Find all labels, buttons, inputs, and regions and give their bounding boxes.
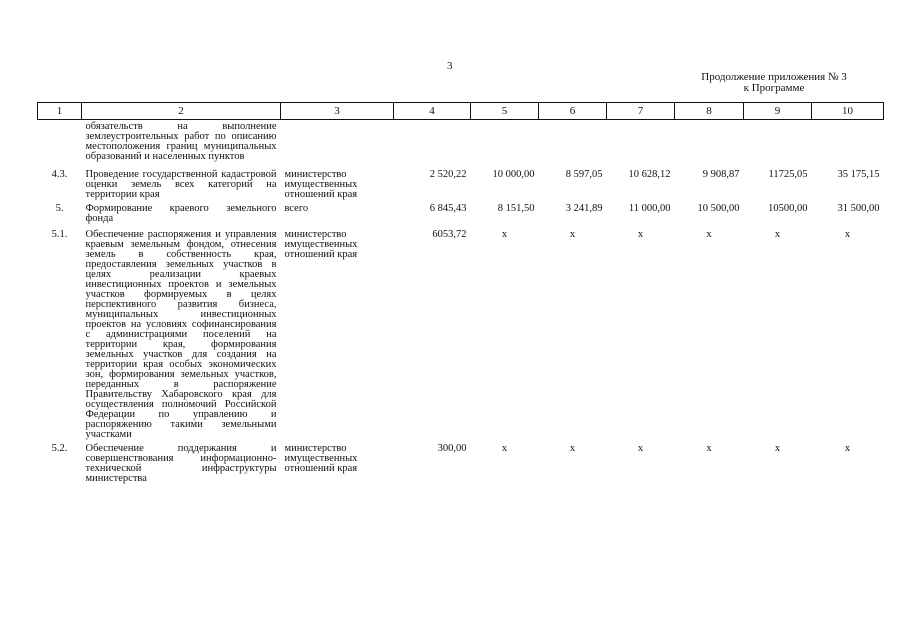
value-col-6: 8 597,05 bbox=[565, 169, 603, 180]
row-description: Формирование краевого земельного фонда bbox=[85, 203, 277, 224]
col-header-4: 4 bbox=[394, 103, 471, 120]
row-num: 4.3. bbox=[51, 169, 68, 180]
row-description: обязательств на выполнение землеустроительных работ по описанию местоположения границ муниципальных образований и населенных пунктов bbox=[85, 121, 277, 162]
value-col-7: х bbox=[637, 229, 644, 240]
value-col-9: х bbox=[774, 229, 781, 240]
row-num: 5.1. bbox=[51, 229, 68, 240]
value-col-10: 31 500,00 bbox=[837, 203, 880, 214]
value-col-4: 6053,72 bbox=[432, 229, 467, 240]
value-col-8: 9 908,87 bbox=[702, 169, 740, 180]
value-col-7: х bbox=[637, 443, 644, 454]
col-header-1: 1 bbox=[38, 103, 82, 120]
row-description: Обеспечение распоряжения и управления краевым земельным фондом, отнесения земель в собственность края, предоставления земельных участков в целях реализации краевых инвестиционных проектов и земельных участков формируемых в целях перспективного развития бизнеса, муниципальных инвестиционных проектов на условиях софинансирования с администрациями поселений на территории края, формирования земельных участков для создания на территории края особых экономических зон, формирования земельных участков, переданных в распоряжение Правительству Хабаровского края для осуществления полномочий Российской Федерации по управлению и распоряжению такими земельными участками bbox=[85, 229, 277, 440]
value-col-9: 10500,00 bbox=[768, 203, 808, 214]
col-header-5: 5 bbox=[471, 103, 539, 120]
value-col-7: 10 628,12 bbox=[628, 169, 671, 180]
row-organization: всего bbox=[284, 203, 309, 214]
col-header-7: 7 bbox=[607, 103, 675, 120]
row-organization: министерство имущественных отношений края bbox=[284, 229, 358, 260]
header-row bbox=[38, 103, 884, 120]
appendix-line-2: к Программе bbox=[743, 82, 805, 94]
row-num: 5.2. bbox=[51, 443, 68, 454]
value-col-6: х bbox=[569, 443, 576, 454]
table-row bbox=[38, 224, 884, 440]
program-table bbox=[37, 102, 884, 484]
table-row bbox=[38, 440, 884, 484]
row-description: Обеспечение поддержания и совершенствования информационно-технической инфраструктуры министерства bbox=[85, 443, 277, 484]
table-row bbox=[38, 200, 884, 224]
value-col-6: х bbox=[569, 229, 576, 240]
row-organization: министерство имущественных отношений края bbox=[284, 443, 358, 474]
value-col-5: х bbox=[501, 443, 508, 454]
value-col-5: х bbox=[501, 229, 508, 240]
col-header-2: 2 bbox=[82, 103, 281, 120]
row-organization: министерство имущественных отношений края bbox=[284, 169, 358, 200]
value-col-10: х bbox=[844, 229, 851, 240]
value-col-7: 11 000,00 bbox=[628, 203, 671, 214]
col-header-3: 3 bbox=[281, 103, 394, 120]
col-header-10: 10 bbox=[812, 103, 884, 120]
value-col-9: 11725,05 bbox=[768, 169, 808, 180]
row-description: Проведение государственной кадастровой оценки земель всех категорий на территории края bbox=[85, 169, 277, 200]
value-col-8: 10 500,00 bbox=[697, 203, 740, 214]
value-col-5: 10 000,00 bbox=[492, 169, 535, 180]
value-col-10: 35 175,15 bbox=[837, 169, 880, 180]
table-row-continuation bbox=[38, 120, 884, 169]
appendix-note bbox=[684, 72, 864, 94]
appendix-line-1: Продолжение приложения № 3 bbox=[701, 71, 847, 83]
row-num: 5. bbox=[55, 203, 64, 214]
value-col-10: х bbox=[844, 443, 851, 454]
table-row bbox=[38, 168, 884, 200]
col-header-6: 6 bbox=[539, 103, 607, 120]
col-header-9: 9 bbox=[744, 103, 812, 120]
value-col-9: х bbox=[774, 443, 781, 454]
value-col-4: 6 845,43 bbox=[429, 203, 467, 214]
value-col-8: х bbox=[706, 443, 712, 454]
page-number: 3 bbox=[447, 60, 453, 72]
value-col-6: 3 241,89 bbox=[565, 203, 603, 214]
col-header-8: 8 bbox=[675, 103, 744, 120]
value-col-8: х bbox=[706, 229, 712, 240]
value-col-4: 300,00 bbox=[437, 443, 467, 454]
row-num bbox=[38, 120, 82, 169]
value-col-5: 8 151,50 bbox=[497, 203, 535, 214]
value-col-4: 2 520,22 bbox=[429, 169, 467, 180]
